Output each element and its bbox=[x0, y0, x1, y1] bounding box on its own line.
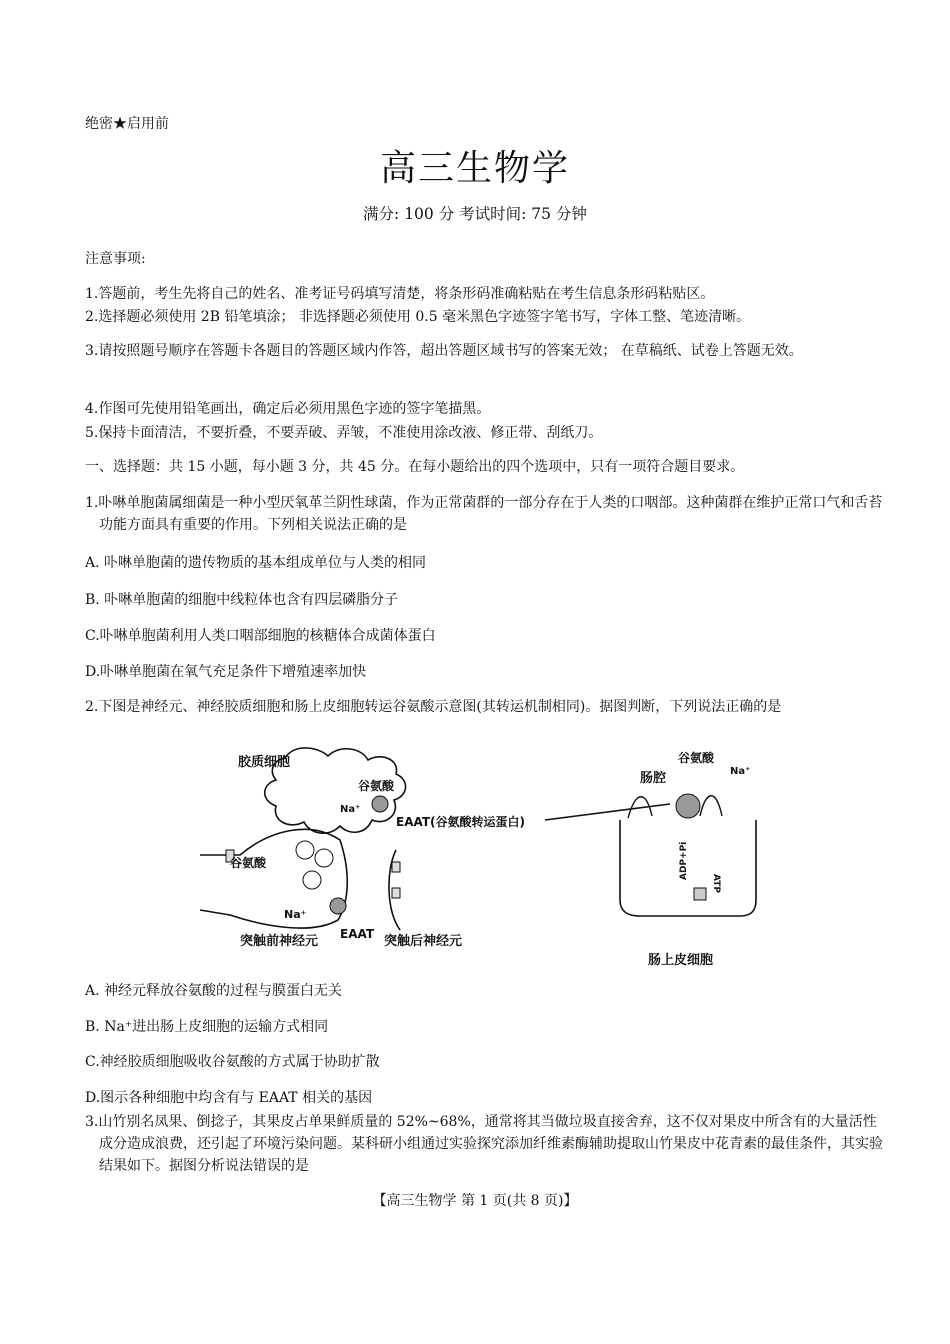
exam-info: 满分: 100 分 考试时间: 75 分钟 bbox=[363, 205, 587, 223]
label-adp: ADP+Pi bbox=[679, 841, 689, 880]
q2-option-c: C.神经胶质细胞吸收谷氨酸的方式属于协助扩散 bbox=[85, 1054, 380, 1070]
q2-option-a: A. 神经元释放谷氨酸的过程与膜蛋白无关 bbox=[85, 983, 343, 999]
page-title: 高三生物学 bbox=[379, 148, 570, 189]
receptor bbox=[392, 888, 400, 898]
presynaptic-membrane bbox=[200, 829, 347, 928]
notice-item: 3.请按照题号顺序在答题卡各题目的答题区域内作答，超出答题区域书写的答案无效； 在草稿纸、试卷上答题无效。 bbox=[85, 343, 803, 359]
label-glutamate-right: 谷氨酸 bbox=[678, 751, 715, 765]
label-na-left: Na⁺ bbox=[284, 908, 307, 921]
label-presynaptic: 突触前神经元 bbox=[240, 934, 319, 949]
label-glia: 胶质细胞 bbox=[238, 755, 291, 770]
atpase-pump bbox=[694, 888, 706, 900]
label-na-top: Na⁺ bbox=[340, 804, 361, 815]
label-atp: ATP bbox=[711, 874, 721, 894]
question-3-stem: 3.山竹别名凤果、倒捻子，其果皮占单果鲜质量的 52%~68%，通常将其当做垃圾直接舍弃，这不仅对果皮中所含有的大量活性成分造成浪费，还引起了环境污染问题。某科研小组通过实验探究添加纤维素酶辅助提取山竹果皮中花青素的最佳条件，其实验结果如下。据图分析说法错误的是 bbox=[85, 1114, 883, 1174]
label-na-right: Na⁺ bbox=[730, 766, 751, 777]
q2-option-d: D.图示各种细胞中均含有与 EAAT 相关的基因 bbox=[85, 1090, 373, 1106]
label-glutamate-left: 谷氨酸 bbox=[230, 856, 267, 870]
label-glutamate-top: 谷氨酸 bbox=[358, 779, 395, 793]
eaat-transporter-neuron bbox=[330, 898, 346, 914]
secret-label: 绝密★启用前 bbox=[85, 116, 169, 132]
vesicle bbox=[303, 871, 321, 889]
page-footer: 【高三生物学 第 1 页(共 8 页)】 bbox=[372, 1193, 578, 1209]
notice-item: 5.保持卡面清洁，不要折叠，不要弄破、弄皱，不准使用涂改液、修正带、刮纸刀。 bbox=[85, 425, 603, 441]
notice-item: 4.作图可先使用铅笔画出，确定后必须用黑色字迹的签字笔描黑。 bbox=[85, 401, 491, 417]
q1-option-c: C.卟啉单胞菌利用人类口咽部细胞的核糖体合成菌体蛋白 bbox=[85, 628, 436, 644]
receptor bbox=[392, 862, 400, 872]
vesicle bbox=[296, 841, 314, 859]
label-eaat: EAAT bbox=[340, 927, 375, 941]
eaat-transporter-glia bbox=[372, 796, 388, 812]
notice-heading: 注意事项: bbox=[85, 251, 146, 267]
q1-option-a: A. 卟啉单胞菌的遗传物质的基本组成单位与人类的相同 bbox=[85, 555, 427, 571]
notice-item: 1.答题前，考生先将自己的姓名、准考证号码填写清楚，将条形码准确粘贴在考生信息条形码粘贴区。 bbox=[85, 286, 715, 302]
label-lumen: 肠腔 bbox=[640, 771, 667, 786]
eaat-transporter-intestine bbox=[676, 794, 700, 818]
question-2-stem: 2.下图是神经元、神经胶质细胞和肠上皮细胞转运谷氨酸示意图(其转运机制相同)。据图判断，下列说法正确的是 bbox=[85, 699, 782, 715]
notice-item: 2.选择题必须使用 2B 铅笔填涂； 非选择题必须使用 0.5 毫米黑色字迹签字笔书写，字体工整、笔迹清晰。 bbox=[85, 309, 751, 325]
question-1-stem: 1.卟啉单胞菌属细菌是一种小型厌氧革兰阴性球菌，作为正常菌群的一部分存在于人类的口咽部。这种菌群在维护正常口气和舌苔功能方面具有重要的作用。下列相关说法正确的是 bbox=[85, 495, 883, 533]
q1-option-b: B. 卟啉单胞菌的细胞中线粒体也含有四层磷脂分子 bbox=[85, 592, 399, 608]
q2-option-b: B. Na⁺进出肠上皮细胞的运输方式相同 bbox=[85, 1019, 329, 1035]
glutamate-transport-figure bbox=[200, 740, 760, 972]
section-heading: 一、选择题：共 15 小题，每小题 3 分，共 45 分。在每小题给出的四个选项中，只有一项符合题目要求。 bbox=[85, 459, 745, 475]
vesicle bbox=[315, 849, 333, 867]
label-eaat-full: EAAT(谷氨酸转运蛋白) bbox=[396, 815, 525, 829]
label-epithelial: 肠上皮细胞 bbox=[648, 953, 714, 968]
q1-option-d: D.卟啉单胞菌在氧气充足条件下增殖速率加快 bbox=[85, 664, 367, 680]
label-postsynaptic: 突触后神经元 bbox=[384, 934, 463, 949]
